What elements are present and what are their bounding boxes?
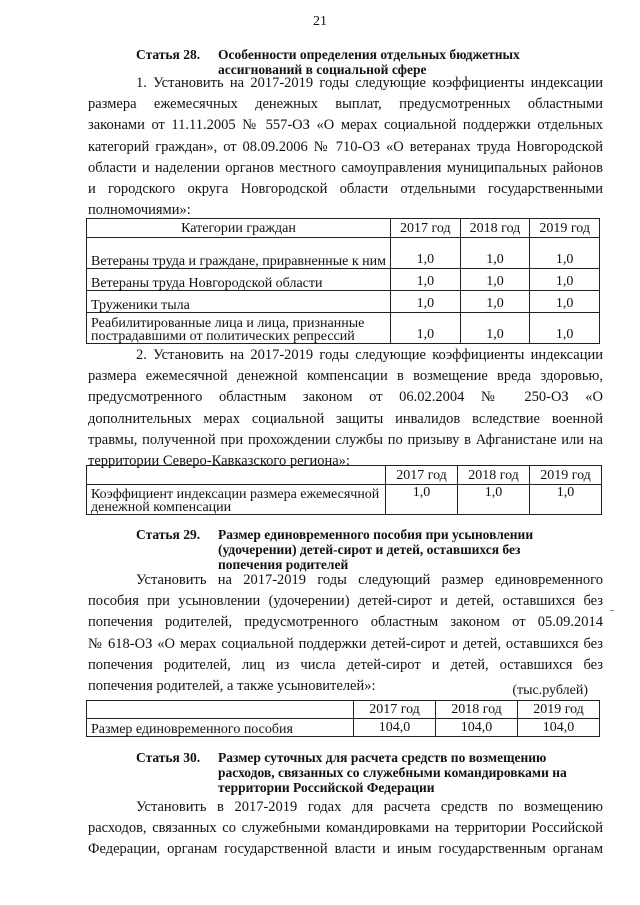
article-28-paragraph-2 (88, 345, 603, 472)
header-cell-empty (87, 701, 354, 719)
value-cell: 1,0 (530, 269, 600, 291)
text-line: и городского округа Новгородской области отдельными государственными (88, 181, 603, 198)
value-cell: 104,0 (518, 719, 600, 737)
page-number: 21 (313, 14, 327, 29)
allowance-table (86, 700, 600, 737)
header-cell: 2019 год (530, 219, 600, 238)
text-line: размера ежемесячной денежной компенсации в возмещение вреда здоровью, (88, 368, 603, 385)
value-cell: 1,0 (460, 269, 530, 291)
article-29-title: Размер единовременного пособия при усыновлении (удочерении) детей-сирот и детей, оставшихся без попечения родителей (218, 527, 534, 572)
table-row (87, 238, 600, 269)
value-cell: 1,0 (460, 238, 530, 269)
header-cell: 2018 год (436, 701, 518, 719)
header-cell: Категории граждан (87, 219, 391, 238)
text-line: законами от 11.11.2005 № 557-ОЗ «О мерах социальной поддержки отдельных (88, 117, 603, 134)
value-cell: 1,0 (530, 238, 600, 269)
text-line: 2. Установить на 2017-2019 годы следующие коэффициенты индексации (136, 347, 603, 363)
article-30-paragraph (88, 797, 603, 861)
value-cell: 1,0 (530, 291, 600, 313)
table-header-row (87, 701, 600, 719)
header-cell: 2017 год (386, 466, 458, 485)
text-line: Установить в 2017-2019 годах для расчета средств по возмещению (136, 799, 603, 815)
value-cell: 1,0 (391, 238, 461, 269)
article-28-title: Особенности определения отдельных бюджетных ассигнований в социальной сфере (218, 47, 520, 77)
text-line: полномочиями»: (88, 202, 191, 219)
text-line: территории Северо-Кавказского региона»: (88, 453, 350, 470)
text-line: категорий граждан», от 08.09.2006 № 710-ОЗ «О ветеранах труда Новгородской (88, 138, 603, 155)
category-cell: Ветераны труда Новгородской области (87, 269, 391, 291)
value-cell: 1,0 (530, 313, 600, 344)
table-header-row (87, 219, 600, 238)
table-row (87, 485, 602, 515)
header-cell: 2018 год (458, 466, 530, 485)
text-line: травмы, полученной при прохождении службы по призыву в Афганистане или на (88, 431, 603, 448)
text-line: попечения родителей, предусмотренного областным законом от 05.09.2014 (88, 614, 603, 631)
header-cell: 2018 год (460, 219, 530, 238)
text-line: Установить на 2017-2019 годы следующий размер единовременного (136, 572, 603, 588)
article-29-number: Статья 29. (136, 527, 201, 542)
indexation-table-2 (86, 465, 602, 515)
header-cell: 2019 год (518, 701, 600, 719)
category-cell: Коэффициент индексации размера ежемесячной денежной компенсации (87, 485, 386, 515)
article-29-paragraph (88, 570, 603, 697)
indexation-table-1 (86, 218, 600, 344)
value-cell: 1,0 (391, 291, 461, 313)
category-cell: Размер единовременного пособия (87, 719, 354, 737)
category-cell: Реабилитированные лица и лица, признанные пострадавшими от политических репрессий (87, 313, 391, 344)
header-cell: 2017 год (354, 701, 436, 719)
article-28-paragraph-1 (88, 73, 603, 221)
text-line: области и наделении органов местного самоуправления муниципальных районов (88, 159, 603, 176)
header-cell: 2017 год (391, 219, 461, 238)
table-row (87, 719, 600, 737)
value-cell: 1,0 (391, 269, 461, 291)
text-line: № 618-ОЗ «О мерах социальной поддержки детей-сирот и детей, оставшихся без (88, 635, 603, 652)
article-28-number: Статья 28. (136, 47, 201, 62)
article-30-title: Размер суточных для расчета средств по возмещению расходов, связанных со служебными командировками на территории Российской Федерации (218, 750, 567, 795)
category-cell: Ветераны труда и граждане, приравненные к ним (87, 238, 391, 269)
text-line: расходов, связанных со служебными командировками на территории Российской (88, 820, 603, 837)
text-line: дополнительных мерах социальной защиты инвалидов вследствие военной (88, 410, 603, 427)
category-cell: Труженики тыла (87, 291, 391, 313)
text-line: предусмотренного областным законом от 06.02.2004 № 250-ОЗ «О (88, 389, 603, 406)
table-header-row (87, 466, 602, 485)
text-line: 1. Установить на 2017-2019 годы следующие коэффициенты индексации (136, 75, 603, 91)
value-cell: 1,0 (460, 313, 530, 344)
article-30-number: Статья 30. (136, 750, 201, 765)
text-line: размера ежемесячных денежных выплат, предусмотренных областными (88, 96, 603, 113)
units-label: (тыс.рублей) (512, 683, 588, 698)
table-row (87, 291, 600, 313)
margin-mark (610, 610, 614, 611)
text-line: попечения родителей, а также усыновителей»: (88, 678, 376, 695)
text-line: попечения родителей, лиц из числа детей-сирот и детей, оставшихся без (88, 656, 603, 673)
header-cell: 2019 год (530, 466, 602, 485)
value-cell: 1,0 (386, 485, 458, 515)
value-cell: 104,0 (436, 719, 518, 737)
text-line: пособия при усыновлении (удочерении) детей-сирот и детей, оставшихся без (88, 593, 603, 610)
text-line: Федерации, органам государственной власти и иным государственным органам (88, 841, 603, 858)
value-cell: 1,0 (460, 291, 530, 313)
value-cell: 1,0 (530, 485, 602, 515)
table-row (87, 269, 600, 291)
value-cell: 104,0 (354, 719, 436, 737)
header-cell-empty (87, 466, 386, 485)
value-cell: 1,0 (391, 313, 461, 344)
table-row (87, 313, 600, 344)
value-cell: 1,0 (458, 485, 530, 515)
